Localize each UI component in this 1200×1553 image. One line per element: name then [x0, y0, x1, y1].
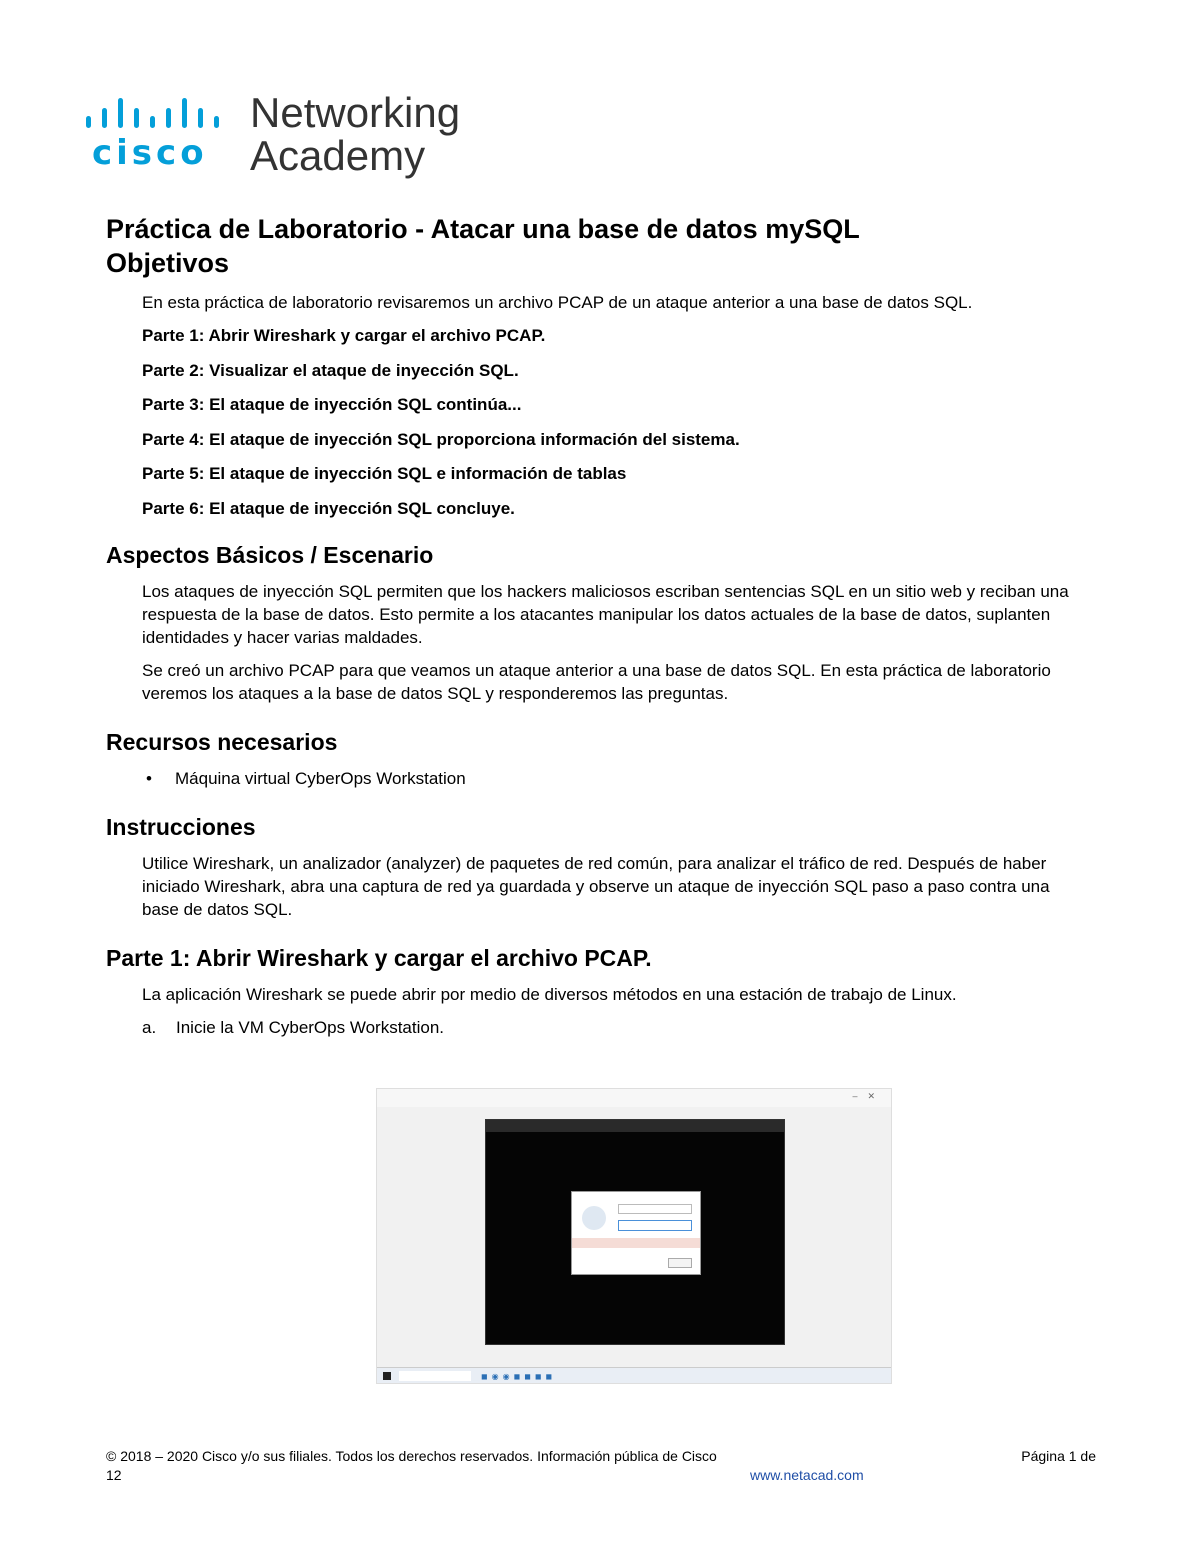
instructions-paragraph: Utilice Wireshark, un analizador (analyzer) de paquetes de red común, para analizar el tráfico de red. Después de haber iniciado Wireshark, abra una captura de red ya guardada y observe un ataque de inyección SQL paso a paso contra una base de datos SQL. [142, 853, 1050, 919]
objective-part-1: Parte 1: Abrir Wireshark y cargar el archivo PCAP. [142, 326, 546, 345]
vm-login-screenshot [376, 1088, 892, 1384]
vm-login-dialog [571, 1191, 701, 1275]
user-avatar-icon [582, 1206, 606, 1230]
footer-url-link[interactable]: www.netacad.com [750, 1467, 864, 1483]
step-a [142, 1016, 1106, 1039]
vm-display [485, 1119, 785, 1345]
objectives-heading: Objetivos [106, 248, 230, 278]
background-paragraph-2: Se creó un archivo PCAP para que veamos un ataque anterior a una base de datos SQL. En esta práctica de laboratorio veremos los ataques a la base de datos SQL y responderemos las preguntas. [142, 660, 1051, 703]
footer-page-total: 12 [106, 1467, 122, 1483]
bullet-icon: • [146, 768, 152, 788]
instructions-heading: Instrucciones [106, 813, 256, 840]
objective-part-5: Parte 5: El ataque de inyección SQL e información de tablas [142, 464, 627, 483]
resources-heading: Recursos necesarios [106, 728, 338, 755]
logo-networking: Networking [250, 89, 461, 136]
objective-part-6: Parte 6: El ataque de inyección SQL concluye. [142, 498, 515, 518]
user-select [618, 1204, 692, 1214]
taskbar-app-icons: ◼◉◉◼◼◼◼ [481, 1372, 557, 1381]
objective-part-3: Parte 3: El ataque de inyección SQL continúa... [142, 395, 522, 414]
document-title: Práctica de Laboratorio - Atacar una base de datos mySQL [106, 214, 860, 244]
login-message-bar [572, 1238, 700, 1248]
part1-heading: Parte 1: Abrir Wireshark y cargar el archivo PCAP. [106, 944, 652, 971]
footer-page-label: Página 1 de [1021, 1448, 1096, 1464]
step-letter: a. [142, 1017, 157, 1037]
background-heading: Aspectos Básicos / Escenario [106, 541, 434, 568]
logo-academy: Academy [250, 132, 426, 179]
objective-part-2: Parte 2: Visualizar el ataque de inyección SQL. [142, 360, 519, 380]
part1-intro: La aplicación Wireshark se puede abrir por medio de diversos métodos en una estación de trabajo de Linux. [142, 984, 957, 1004]
resource-list-item [142, 767, 1106, 790]
cisco-bars-icon [86, 96, 236, 132]
cisco-wordmark: cisco [92, 133, 208, 173]
password-field [618, 1220, 692, 1231]
windows-taskbar [377, 1367, 891, 1383]
vm-top-bar [486, 1120, 784, 1132]
resource-item-text: Máquina virtual CyberOps Workstation [175, 768, 466, 788]
objectives-intro: En esta práctica de laboratorio revisaremos un archivo PCAP de un ataque anterior a una base de datos SQL. [142, 293, 973, 312]
document-body [106, 212, 1106, 1039]
background-paragraph-1: Los ataques de inyección SQL permiten que los hackers maliciosos escriban sentencias SQL en un sitio web y reciban una respuesta de la base de datos. Esto permite a los atacantes manipular los datos actuales de la base de datos, suplanten identidades y hacer varias maldades. [142, 581, 1069, 647]
footer-copyright: © 2018 – 2020 Cisco y/o sus filiales. Todos los derechos reservados. Información pública de Cisco [106, 1448, 717, 1464]
cisco-networking-academy-logo [86, 88, 486, 178]
login-button [668, 1258, 692, 1268]
windows-start-icon [383, 1372, 391, 1380]
screenshot-window-titlebar [377, 1089, 891, 1107]
taskbar-search [399, 1371, 471, 1381]
step-text: Inicie la VM CyberOps Workstation. [176, 1017, 444, 1037]
objective-part-4: Parte 4: El ataque de inyección SQL proporciona información del sistema. [142, 429, 740, 449]
window-controls-icon: –✕ [852, 1091, 885, 1101]
